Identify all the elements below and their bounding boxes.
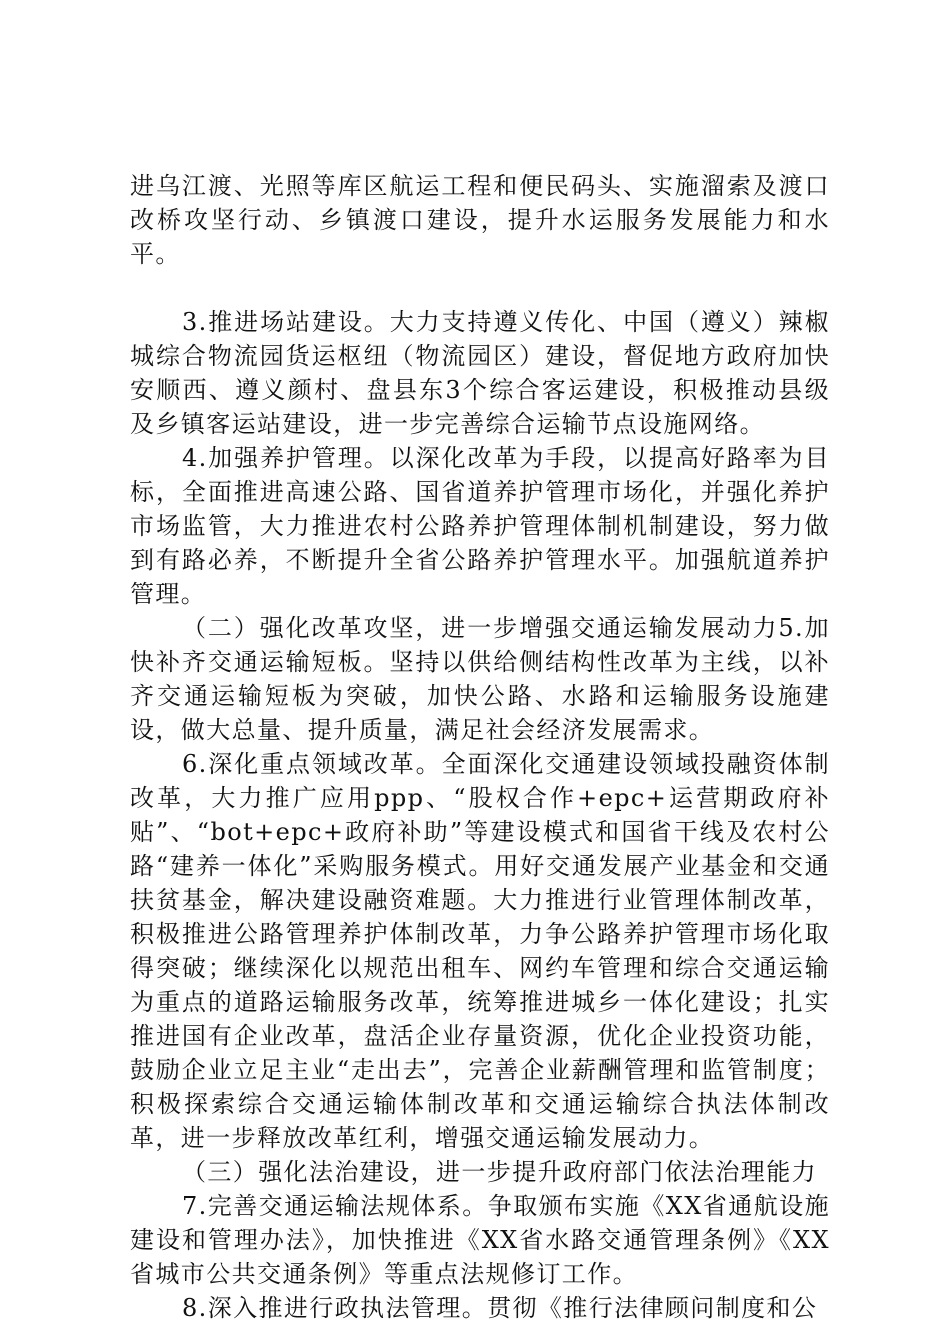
paragraph-maintenance-management: 4.加强养护管理。以深化改革为手段，以提高好路率为目标，全面推进高速公路、国省道养护管理市场化，并强化养护市场监管，大力推进农村公路养护管理体制机制建设，努力做到有路必养，不断提升全省公路养护管理水平。加强航道养护管理。 — [130, 444, 830, 608]
section-heading-rule-of-law: （三）强化法治建设，进一步提升政府部门依法治理能力 — [182, 1158, 817, 1186]
paragraph-key-reforms: 6.深化重点领域改革。全面深化交通建设领域投融资体制改革，大力推广应用ppp、“股权合作+epc+运营期政府补贴”、“bot+epc+政府补助”等建设模式和国省干线及农村公路“建养一体化”采购服务模式。用好交通发展产业基金和交通扶贫基金，解决建设融资难题。大力推进行业管理体制改革，积极推进公路管理养护体制改革，力争公路养护管理市场化取得突破；继续深化以规范出租车、网约车管理和综合交通运输为重点的道路运输服务改革，统筹推进城乡一体化建设；扎实推进国有企业改革，盘活企业存量资源，优化企业投资功能，鼓励企业立足主业“走出去”，完善企业薪酬管理和监管制度；积极探索综合交通运输体制改革和交通运输综合执法体制改革，进一步释放改革红利，增强交通运输发展动力。 — [130, 750, 830, 1152]
paragraph-continuation: 进乌江渡、光照等库区航运工程和便民码头、实施溜索及渡口改桥攻坚行动、乡镇渡口建设，提升水运服务发展能力和水平。 — [130, 172, 830, 268]
paragraph-law-enforcement: 8.深入推进行政执法管理。贯彻《推行法律顾问制度和公 — [182, 1294, 818, 1322]
paragraph-station-construction: 3.推进场站建设。大力支持遵义传化、中国（遵义）辣椒城综合物流园货运枢纽（物流园区）建设，督促地方政府加快安顺西、遵义颜村、盘县东3个综合客运建设，积极推动县级及乡镇客运站建设，进一步完善综合运输节点设施网络。 — [130, 308, 830, 438]
paragraph-regulation-system: 7.完善交通运输法规体系。争取颁布实施《XX省通航设施建设和管理办法》，加快推进《XX省水路交通管理条例》《XX省城市公共交通条例》等重点法规修订工作。 — [130, 1192, 830, 1288]
paragraph-spacer — [130, 271, 830, 305]
document-body — [130, 169, 830, 1325]
paragraph-reform-section: （二）强化改革攻坚，进一步增强交通运输发展动力5.加快补齐交通运输短板。坚持以供给侧结构性改革为主线，以补齐交通运输短板为突破，加快公路、水路和运输服务设施建设，做大总量、提升质量，满足社会经济发展需求。 — [130, 614, 830, 744]
